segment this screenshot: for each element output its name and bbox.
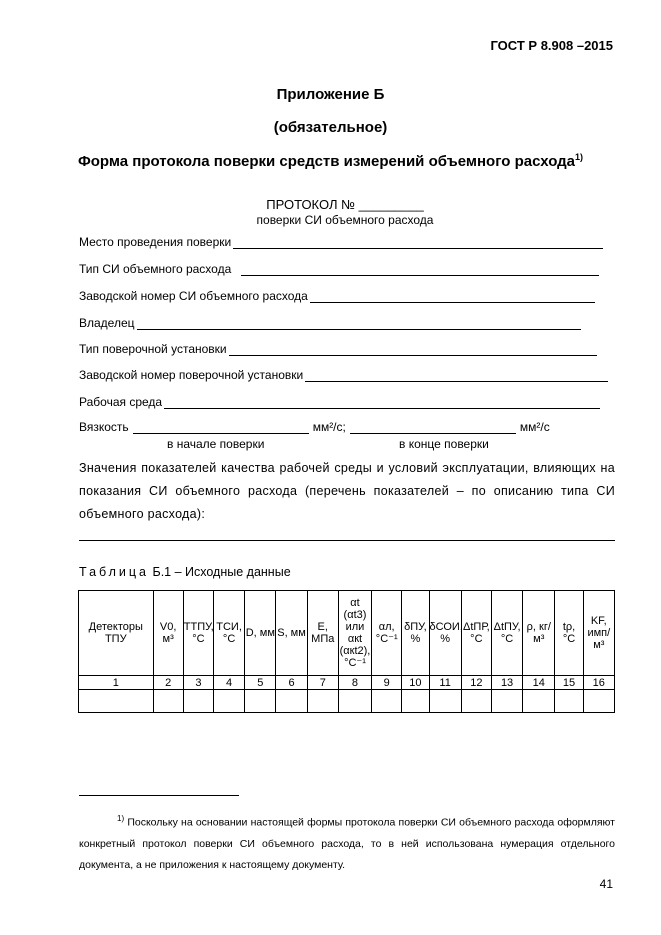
field-type-si [79,262,599,276]
th-e: E, МПа [307,591,338,676]
footnote-separator [79,795,239,796]
th-delta-soi: δСОИ, % [429,591,461,676]
tn-7: 7 [307,676,338,690]
table-caption [79,565,291,579]
footnote [79,808,615,876]
tn-2: 2 [153,676,183,690]
appendix-status: (обязательное) [273,119,388,136]
table-caption-rest: Б.1 – Исходные данные [152,565,291,579]
tn-11: 11 [429,676,461,690]
table-cell[interactable] [372,690,402,713]
table-cell[interactable] [583,690,614,713]
field-viscosity-label: Вязкость [79,420,129,434]
tn-1: 1 [79,676,154,690]
viscosity-end-line[interactable] [350,421,516,434]
th-t-rho: tρ, °С [555,591,583,676]
tn-8: 8 [338,676,371,690]
table-cell[interactable] [429,690,461,713]
table-cell[interactable] [307,690,338,713]
th-s: S, мм [276,591,307,676]
footnote-text: Поскольку на основании настоящей формы протокола поверки СИ объемного расхода оформляют конкретный протокол поверки СИ объемного расхода, то в ней использована нумерация отдельного документа, а не приложения к настоящему документу. [79,816,615,871]
table-cell[interactable] [79,690,154,713]
field-place-line[interactable] [233,236,603,249]
table-cell[interactable] [402,690,429,713]
viscosity-end-unit: мм²/с [519,420,550,434]
field-medium-label: Рабочая среда [79,395,163,409]
field-serial-si [79,289,595,303]
tn-3: 3 [183,676,213,690]
tn-9: 9 [372,676,402,690]
table-cell[interactable] [183,690,213,713]
table-caption-word: Таблица [79,565,150,579]
viscosity-start-unit: мм²/с; [312,420,346,434]
field-medium-line[interactable] [164,396,600,409]
field-type-si-line[interactable] [241,263,599,276]
field-serial-rig-label: Заводской номер поверочной установки [79,368,304,382]
footnote-mark: 1) [117,814,125,823]
tn-16: 16 [583,676,614,690]
protocol-subheading: поверки СИ объемного расхода [256,213,434,227]
table-cell[interactable] [461,690,491,713]
form-title [0,152,661,170]
protocol-heading: ПРОТОКОЛ № _________ [266,197,424,212]
field-type-rig-label: Тип поверочной установки [79,342,227,356]
field-place-label: Место проведения поверки [79,235,232,249]
viscosity-end-caption: в конце поверки [399,437,489,451]
table-cell[interactable] [491,690,522,713]
table-cell[interactable] [276,690,307,713]
th-alpha-t: αt (αt3) или αкt (αкt2), °С⁻¹ [338,591,371,676]
field-medium [79,395,600,409]
tn-10: 10 [402,676,429,690]
form-title-text: Форма протокола поверки средств измерений объемного расхода [77,153,576,170]
tn-5: 5 [245,676,276,690]
table-header-row [79,591,615,676]
field-owner [79,316,581,330]
th-ttpu: TТПУ, °С [183,591,213,676]
table-cell[interactable] [338,690,371,713]
table-cell[interactable] [555,690,583,713]
th-alpha-l: αл, °С⁻¹ [372,591,402,676]
field-viscosity [79,420,550,434]
th-tsi: TСИ, °С [213,591,244,676]
th-d: D, мм [245,591,276,676]
tn-12: 12 [461,676,491,690]
field-owner-label: Владелец [79,316,135,330]
quality-paragraph: Значения показателей качества рабочей среды и условий эксплуатации, влияющих на показания СИ объемного расхода (перечень показателей – по описанию типа СИ объемного расхода): [79,461,615,521]
appendix-title: Приложение Б [276,86,385,103]
table-cell[interactable] [153,690,183,713]
tn-4: 4 [213,676,244,690]
field-type-rig [79,342,597,356]
table-cell[interactable] [213,690,244,713]
th-kf: KF, имп/м³ [583,591,614,676]
viscosity-start-line[interactable] [133,421,309,434]
th-delta-pu: δПУ, % [402,591,429,676]
quality-line[interactable] [79,540,615,541]
tn-14: 14 [523,676,555,690]
field-owner-line[interactable] [137,317,581,330]
field-place [79,235,603,249]
page-number: 41 [599,877,613,891]
field-type-rig-line[interactable] [229,343,597,356]
table-number-row [79,676,615,690]
table-cell[interactable] [523,690,555,713]
th-rho: ρ, кг/м³ [523,591,555,676]
standard-header: ГОСТ Р 8.908 –2015 [490,38,613,53]
source-data-table [78,590,615,713]
field-serial-si-line[interactable] [310,290,595,303]
th-dt-pu: ΔtПУ, °С [491,591,522,676]
tn-13: 13 [491,676,522,690]
field-serial-rig-line[interactable] [305,369,608,382]
tn-6: 6 [276,676,307,690]
field-serial-rig [79,368,608,382]
field-type-si-label: Тип СИ объемного расхода [79,262,232,276]
form-title-note: 1) [575,152,584,162]
table-cell[interactable] [245,690,276,713]
field-serial-si-label: Заводской номер СИ объемного расхода [79,289,308,303]
th-dt-pr: ΔtПР, °С [461,591,491,676]
viscosity-start-caption: в начале поверки [167,437,265,451]
th-detectors: Детекторы ТПУ [79,591,154,676]
tn-15: 15 [555,676,583,690]
table-empty-row [79,690,615,713]
th-v0: V0, м³ [153,591,183,676]
